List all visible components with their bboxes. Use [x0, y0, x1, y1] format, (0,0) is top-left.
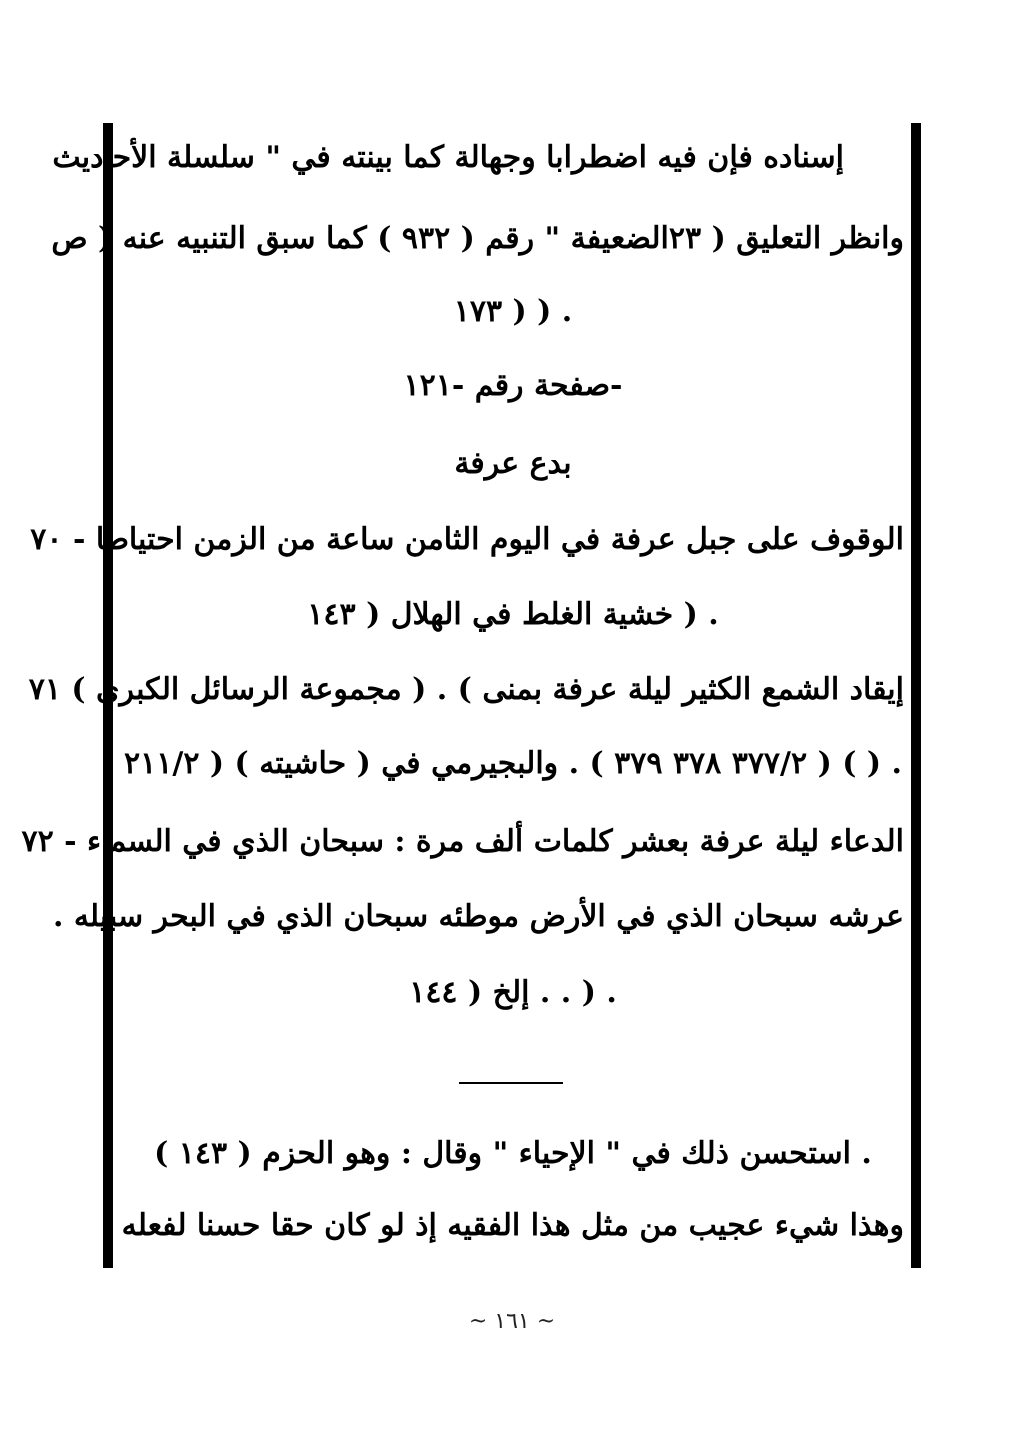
text-line-item-72: الدعاء ليلة عرفة بعشر كلمات ألف مرة : سبحان الذي في السماء - ٧٢ [21, 824, 904, 859]
text-line-item-71-cont: . ( ) ( ٣٧٧/٢ ٣٧٨ ٣٧٩ ) . والبجيرمي في ( حاشيته ) ( ٢١١/٢ [124, 746, 902, 781]
text-line-item-71: إيقاد الشمع الكثير ليلة عرفة بمنى ) . ( مجموعة الرسائل الكبرى ) ٧١ [28, 672, 904, 707]
text-line-3: . ( ( ١٧٣ [453, 294, 573, 329]
footnote-line-2: وهذا شيء عجيب من مثل هذا الفقيه إذ لو كان حقا حسنا لفعله [121, 1208, 904, 1243]
footnote-line-1: . استحسن ذلك في " الإحياء " وقال : وهو الحزم ( ١٤٣ ) [154, 1136, 872, 1171]
page-marker: -صفحة رقم -١٢١ [403, 368, 623, 403]
page-content [21, 0, 904, 1450]
text-line-item-72-cont: عرشه سبحان الذي في الأرض موطئه سبحان الذي في البحر سبيله . [52, 899, 904, 934]
text-line-item-70-cont: . ( خشية الغلط في الهلال ( ١٤٣ [307, 597, 719, 632]
text-line-item-72-end: . ( . . إلخ ( ١٤٤ [409, 975, 617, 1010]
section-heading: بدع عرفة [454, 446, 572, 481]
page-number: ~ ١٦١ ~ [468, 1309, 556, 1334]
text-line-2: وانظر التعليق ( ٢٣الضعيفة " رقم ( ٩٣٢ ) كما سبق التنبيه عنه ( ص [51, 221, 904, 256]
text-line-item-70: الوقوف على جبل عرفة في اليوم الثامن ساعة من الزمن احتياطا - ٧٠ [30, 522, 904, 557]
page-frame-right-border [911, 123, 921, 1268]
text-line-1: إسناده فإن فيه اضطرابا وجهالة كما بينته في " سلسلة الأحاديث [52, 140, 844, 175]
footnote-separator [459, 1082, 563, 1084]
